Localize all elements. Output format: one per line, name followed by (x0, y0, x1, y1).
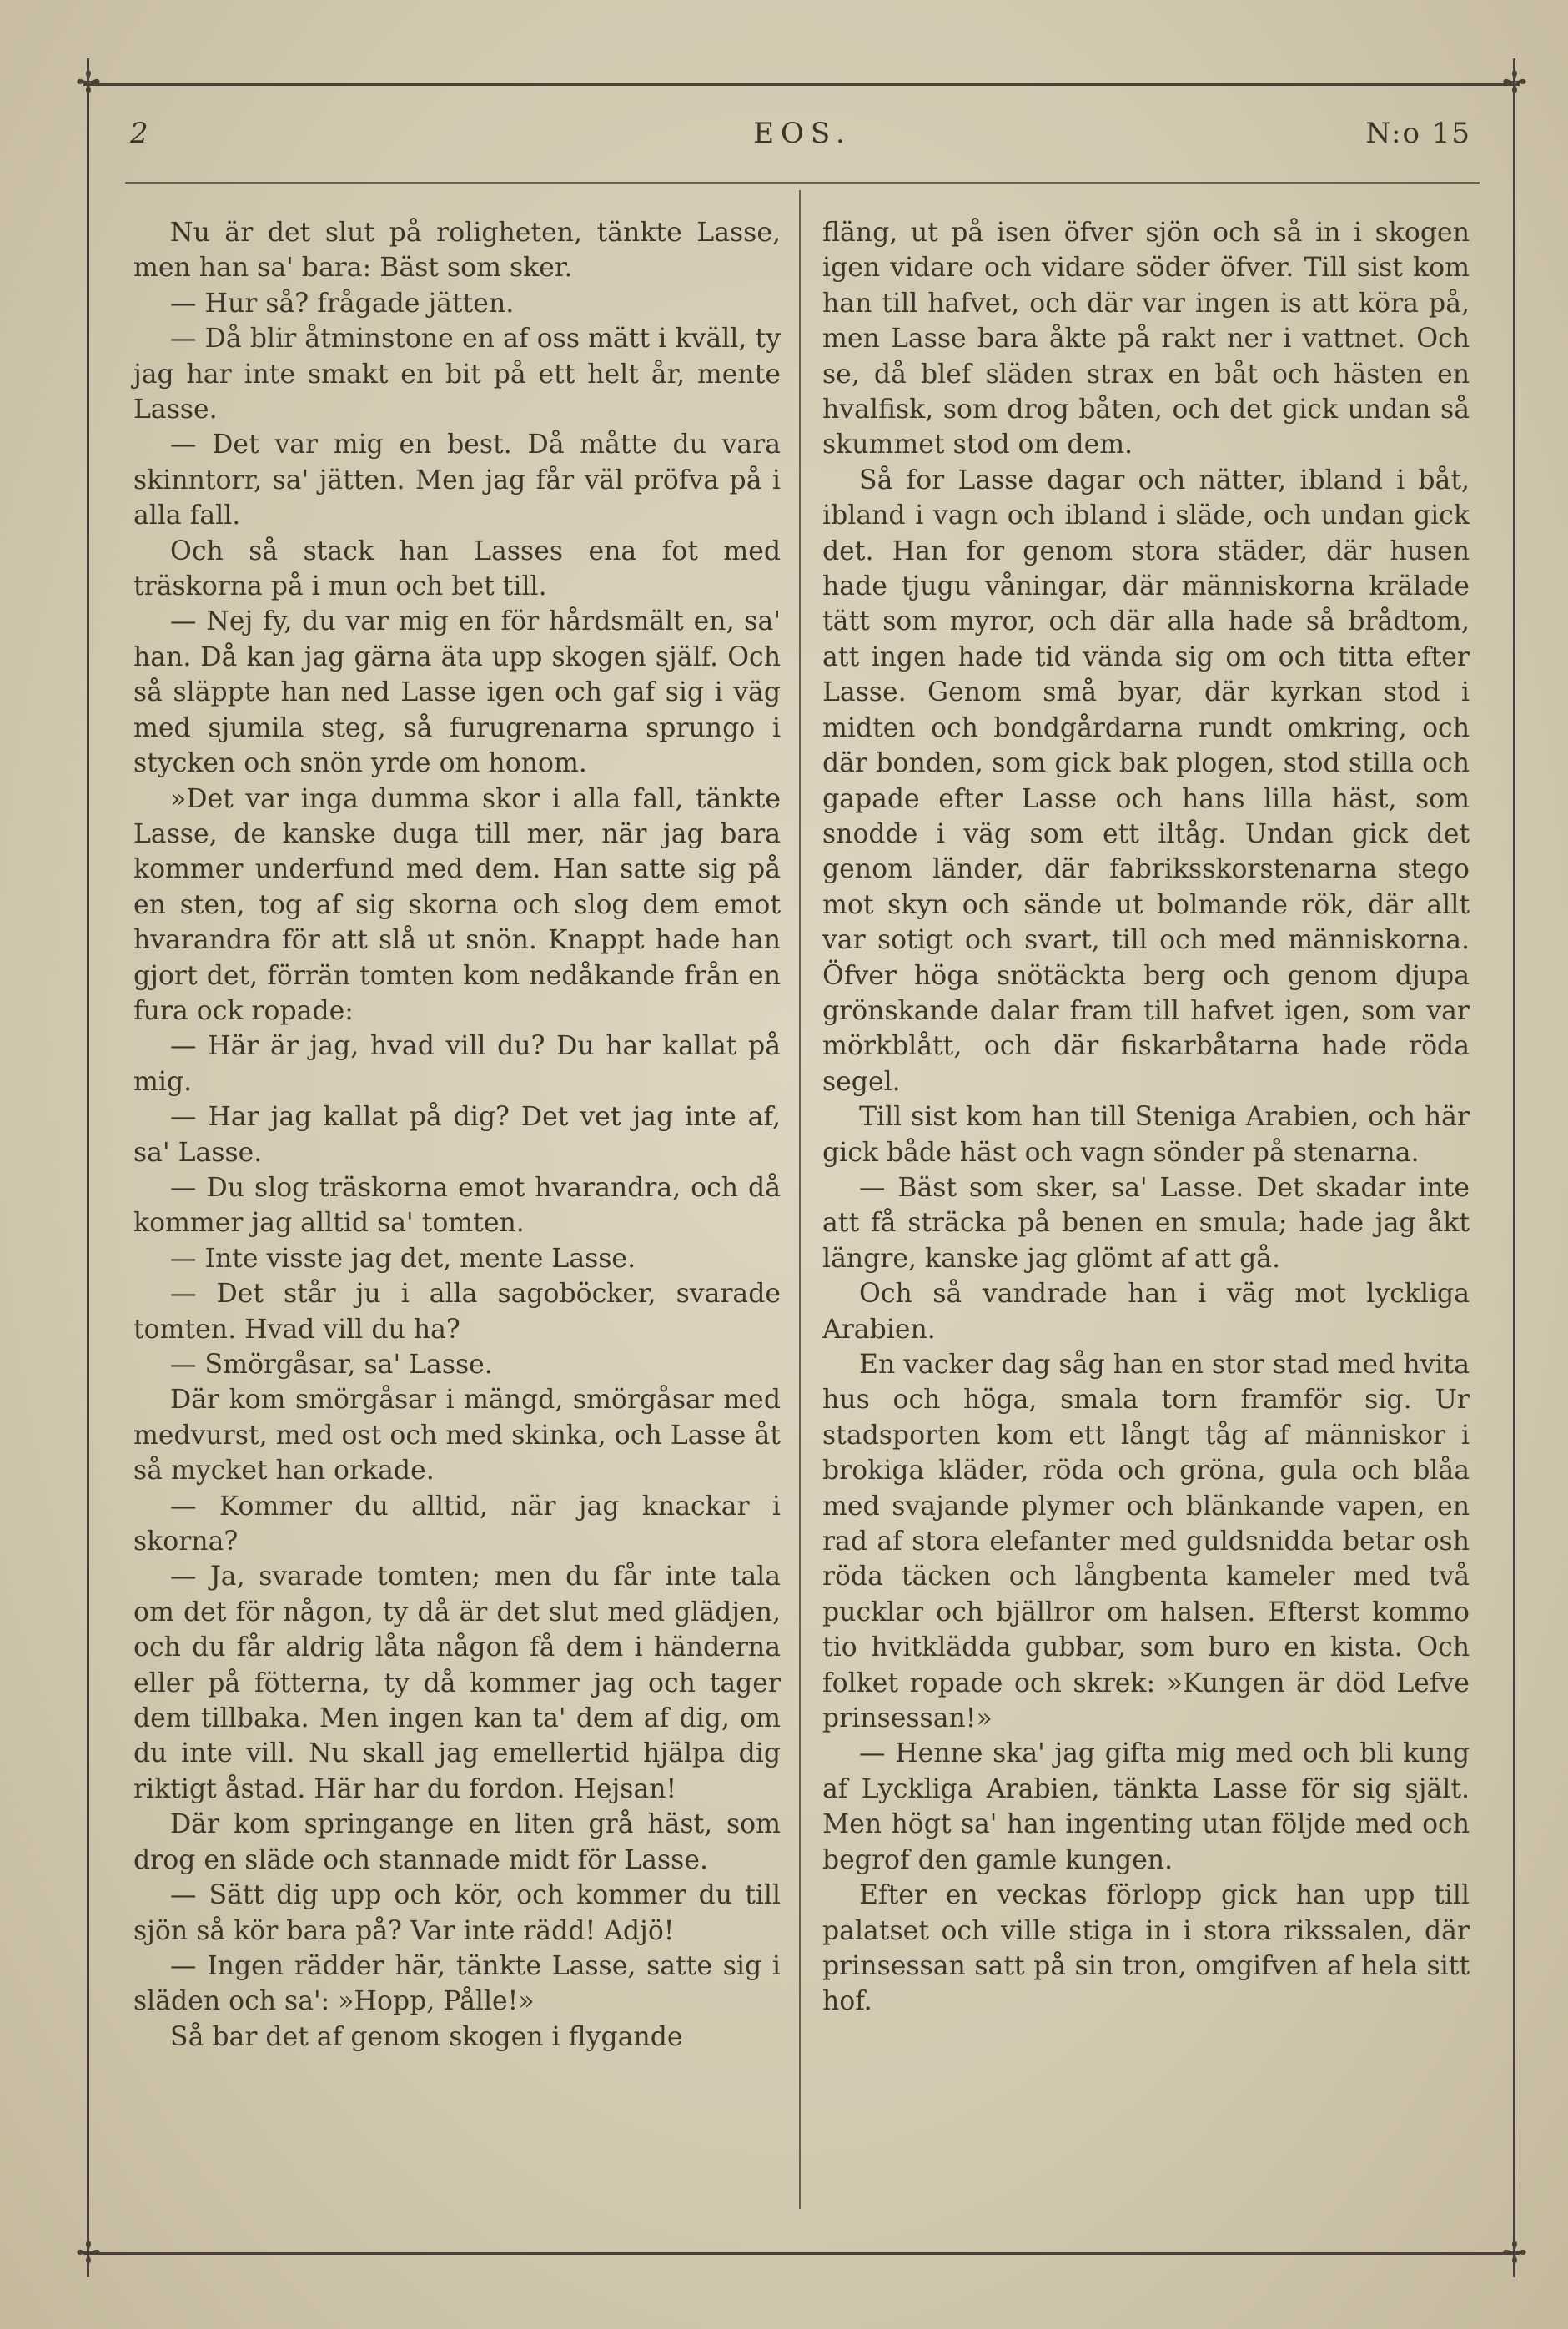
paragraph: »Det var inga dumma skor i alla fall, tänkte Lasse, de kanske duga till mer, när jag bara kommer underfund med dem. Han satte sig på en sten, tog af sig skorna och slog dem emot hvarandra för att slå ut snön. Knappt hade han gjort det, förrän tomten kom nedåkande från en fura ock ropade: (133, 783, 781, 1026)
paragraph-continuation: fläng, ut på isen öfver sjön och så in i skogen igen vidare och vidare söder öfver. Till sist kom han till hafvet, och där var ingen is att köra på, men Lasse bara åkte på rakt ner i vattnet. Och se, då blef släden strax en båt och hästen en hvalfisk, som drog båten, och det gick undan så skummet stod om dem. (822, 218, 1470, 460)
paragraph: Där kom springange en liten grå häst, som drog en släde och stannade midt för Lasse. (133, 1809, 781, 1875)
paragraph: — Inte visste jag det, mente Lasse. (170, 1243, 636, 1274)
paragraph: — Ingen rädder här, tänkte Lasse, satte sig i släden och sa': »Hopp, Pålle!» (133, 1950, 781, 2017)
paragraph: Till sist kom han till Steniga Arabien, och här gick både häst och vagn sönder på stenarna. (822, 1102, 1470, 1168)
frame-left-rule (87, 58, 89, 2277)
right-column (822, 215, 1470, 2020)
paragraph: Efter en veckas förlopp gick han upp till palatset och ville stiga in i stora rikssalen, där prinsessan satt på sin tron, omgifven af hela sitt hof. (822, 1880, 1470, 2017)
paragraph: — Här är jag, hvad vill du? Du har kallat på mig. (133, 1031, 781, 1097)
paragraph: — Sätt dig upp och kör, och kommer du till sjön så kör bara på? Var inte rädd! Adjö! (133, 1880, 781, 1946)
corner-cross-icon: ✢ (1501, 2236, 1528, 2271)
paragraph: — Du slog träskorna emot hvarandra, och då kommer jag alltid sa' tomten. (133, 1172, 781, 1239)
page-header (125, 108, 1480, 158)
paragraph: — Ja, svarade tomten; men du får inte tala om det för någon, ty då är det slut med glädjen, och du får aldrig låta någon få dem i händerna eller på fötterna, ty då kommer jag och tager dem tillbaka. Men ingen kan ta' dem af dig, om du inte vill. Nu skall jag emellertid hjälpa dig riktigt åstad. Här har du fordon. Hejsan! (133, 1562, 781, 1804)
paragraph: — Henne ska' jag gifta mig med och bli kung af Lyckliga Arabien, tänkta Lasse för sig själt. Men högt sa' han ingenting utan följde med och begrof den gamle kungen. (822, 1738, 1470, 1875)
paragraph: Nu är det slut på roligheten, tänkte Lasse, men han sa' bara: Bäst som sker. (133, 218, 781, 284)
paragraph: Så bar det af genom skogen i flygande (170, 2021, 683, 2052)
corner-cross-icon: ✢ (75, 66, 102, 100)
publication-title: EOS. (753, 117, 852, 150)
corner-cross-icon: ✢ (75, 2236, 102, 2271)
paragraph: — Bäst som sker, sa' Lasse. Det skadar inte att få sträcka på benen en smula; hade jag åkt längre, kanske jag glömt af att gå. (822, 1172, 1470, 1274)
paragraph: — Kommer du alltid, när jag knackar i skorna? (133, 1491, 781, 1557)
paragraph: Och så vandrade han i väg mot lyckliga Arabien. (822, 1279, 1470, 1345)
paragraph: En vacker dag såg han en stor stad med hvita hus och höga, smala torn framför sig. Ur stadsporten kom ett långt tåg af människor i brokiga kläder, röda och gröna, gula och blåa med svajande plymer och blänkande vapen, en rad af stora elefanter med guldsnidda betar osh röda täcken och långbenta kameler med två pucklar och bjällror om halsen. Efterst kommo tio hvitklädda gubbar, som buro en kista. Och folket ropade och skrek: »Kungen är död Lefve prinsessan!» (822, 1350, 1470, 1734)
page-number: 2 (130, 117, 150, 150)
frame-right-rule (1513, 58, 1515, 2277)
paragraph: — Det var mig en best. Då måtte du vara skinntorr, sa' jätten. Men jag får väl pröfva på i alla fall. (133, 430, 781, 531)
paragraph: — Det står ju i alla sagoböcker, svarade tomten. Hvad vill du ha? (133, 1279, 781, 1345)
frame-top-rule (83, 83, 1520, 86)
issue-number: N:o 15 (1365, 117, 1471, 150)
paragraph: — Hur så? frågade jätten. (170, 288, 515, 319)
frame-bottom-rule (83, 2252, 1520, 2255)
paragraph: — Nej fy, du var mig en för hårdsmält en, sa' han. Då kan jag gärna äta upp skogen själf. Och så släppte han ned Lasse igen och gaf sig i väg med sjumila steg, så furugrenarna sprungo i stycken och snön yrde om honom. (133, 606, 781, 779)
column-divider (799, 190, 801, 2209)
paragraph: Och så stack han Lasses ena fot med träskorna på i mun och bet till. (133, 536, 781, 602)
header-rule (125, 182, 1480, 184)
paragraph: Där kom smörgåsar i mängd, smörgåsar med medvurst, med ost och med skinka, och Lasse åt så mycket han orkade. (133, 1385, 781, 1486)
left-column (133, 215, 781, 2055)
paragraph: — Har jag kallat på dig? Det vet jag inte af, sa' Lasse. (133, 1102, 781, 1168)
corner-cross-icon: ✢ (1501, 66, 1528, 100)
paragraph: — Smörgåsar, sa' Lasse. (170, 1350, 493, 1380)
paragraph: — Då blir åtminstone en af oss mätt i kväll, ty jag har inte smakt en bit på ett helt år, mente Lasse. (133, 324, 781, 425)
paragraph: Så for Lasse dagar och nätter, ibland i båt, ibland i vagn och ibland i släde, och undan gick det. Han for genom stora städer, där husen hade tjugu våningar, där människorna krälade tätt som myror, och där alla hade så brådtom, att ingen hade tid vända sig om och titta efter Lasse. Genom små byar, där kyrkan stod i midten och bondgårdarna rundt omkring, och där bonden, som gick bak plogen, stod stilla och gapade efter Lasse och hans lilla häst, som snodde i väg som ett iltåg. Undan gick det genom länder, där fabriksskorstenarna stego mot skyn och sände ut bolmande rök, där allt var sotigt och svart, till och med människorna. Öfver höga snötäckta berg och genom djupa grönskande dalar fram till hafvet igen, som var mörkblått, och där fiskarbåtarna hade röda segel. (822, 465, 1470, 1097)
